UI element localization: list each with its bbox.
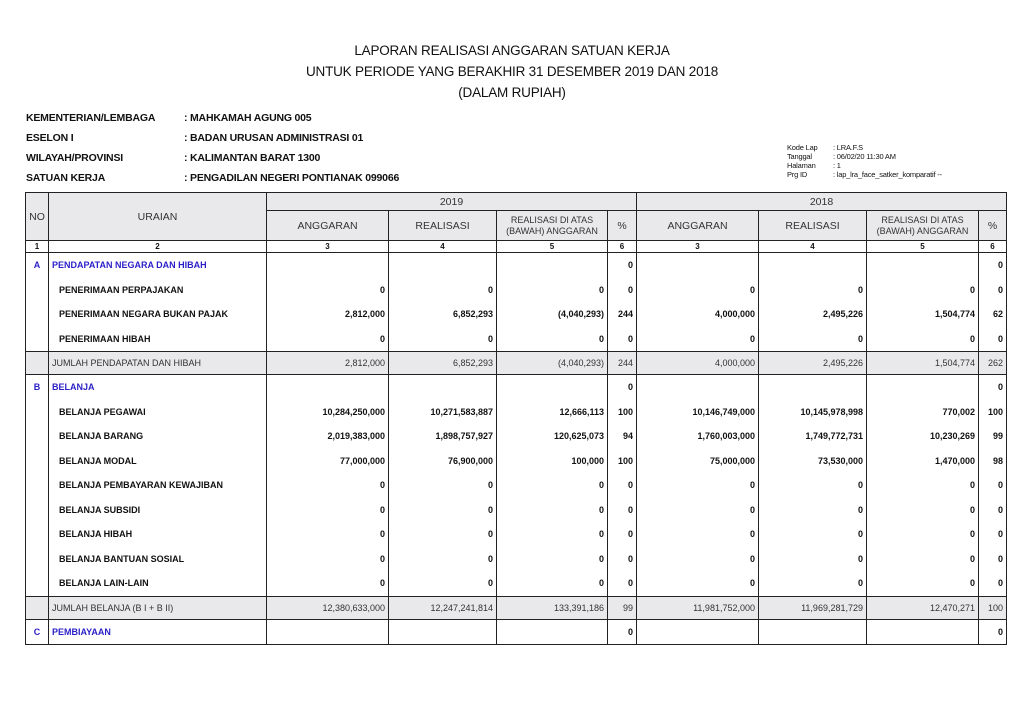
- header-anggaran-2018: ANGGARAN: [637, 211, 759, 241]
- cell-anggaran-2018: 4,000,000: [637, 302, 759, 327]
- cell-anggaran-2018: 10,146,749,000: [637, 400, 759, 425]
- row-label: PENERIMAAN PERPAJAKAN: [49, 278, 267, 303]
- cell-selisih-2018: 0: [867, 498, 979, 523]
- cell-realisasi-2018: 0: [759, 278, 867, 303]
- cell-realisasi-2018: [759, 253, 867, 278]
- cell-selisih-2019: [497, 253, 608, 278]
- cell-pct-2019: 0: [608, 278, 637, 303]
- row-code: A: [26, 253, 49, 278]
- cell-selisih-2019: [497, 619, 608, 645]
- side-label: Kode Lap: [787, 143, 818, 152]
- side-label: Prg ID: [787, 170, 808, 179]
- table-row: [26, 400, 1007, 425]
- cell-selisih-2019: (4,040,293): [497, 302, 608, 327]
- cell-anggaran-2019: 2,812,000: [267, 302, 389, 327]
- row-label: PENDAPATAN NEGARA DAN HIBAH: [49, 253, 267, 278]
- header-pct-2019: %: [608, 211, 637, 241]
- col-number: 6: [979, 241, 1007, 253]
- cell-anggaran-2019: 0: [267, 571, 389, 596]
- cell-realisasi-2018: 10,145,978,998: [759, 400, 867, 425]
- cell-selisih-2019: 0: [497, 547, 608, 572]
- cell-pct-2018: 0: [979, 619, 1007, 645]
- cell-pct-2019: 0: [608, 498, 637, 523]
- cell-selisih-2018: 0: [867, 327, 979, 352]
- cell-pct-2018: 0: [979, 522, 1007, 547]
- cell-selisih-2018: 10,230,269: [867, 424, 979, 449]
- cell-anggaran-2018: 0: [637, 473, 759, 498]
- meta-label: WILAYAH/PROVINSI: [26, 152, 123, 164]
- cell-selisih-2019: 0: [497, 473, 608, 498]
- cell-pct-2019: 0: [608, 253, 637, 278]
- cell-selisih-2018: 0: [867, 473, 979, 498]
- section-row: [26, 253, 1007, 278]
- cell-selisih-2018: 0: [867, 522, 979, 547]
- meta-label: KEMENTERIAN/LEMBAGA: [26, 112, 156, 124]
- cell-realisasi-2018: 0: [759, 547, 867, 572]
- cell-selisih-2018: 1,504,774: [867, 352, 979, 375]
- cell-anggaran-2018: 0: [637, 327, 759, 352]
- col-number: 3: [637, 241, 759, 253]
- cell-anggaran-2019: [267, 253, 389, 278]
- cell-realisasi-2019: 1,898,757,927: [389, 424, 497, 449]
- cell-pct-2019: 244: [608, 352, 637, 375]
- cell-realisasi-2019: 0: [389, 278, 497, 303]
- table-row: [26, 522, 1007, 547]
- row-label: BELANJA MODAL: [49, 449, 267, 474]
- total-row: [26, 352, 1007, 375]
- table-body: [26, 253, 1007, 645]
- cell-realisasi-2019: 6,852,293: [389, 352, 497, 375]
- cell-selisih-2018: [867, 619, 979, 645]
- cell-selisih-2019: 120,625,073: [497, 424, 608, 449]
- cell-realisasi-2019: 0: [389, 547, 497, 572]
- cell-pct-2019: 0: [608, 547, 637, 572]
- meta-label: SATUAN KERJA: [26, 172, 106, 184]
- cell-realisasi-2019: [389, 253, 497, 278]
- cell-pct-2018: 0: [979, 498, 1007, 523]
- report-period: UNTUK PERIODE YANG BERAKHIR 31 DESEMBER 2019 DAN 2018: [305, 64, 719, 79]
- meta-label: ESELON I: [26, 132, 74, 144]
- cell-realisasi-2019: 0: [389, 571, 497, 596]
- cell-pct-2018: 99: [979, 424, 1007, 449]
- col-number: 4: [389, 241, 497, 253]
- table-row: [26, 571, 1007, 596]
- report-currency: (DALAM RUPIAH): [458, 85, 566, 100]
- cell-pct-2018: 0: [979, 547, 1007, 572]
- header-realisasi-2018: REALISASI: [759, 211, 867, 241]
- cell-pct-2019: 0: [608, 473, 637, 498]
- cell-pct-2018: 98: [979, 449, 1007, 474]
- row-label: BELANJA BANTUAN SOSIAL: [49, 547, 267, 572]
- cell-selisih-2018: [867, 253, 979, 278]
- cell-anggaran-2019: 0: [267, 522, 389, 547]
- table-row: [26, 547, 1007, 572]
- side-row-prgid: [787, 170, 942, 179]
- header-anggaran-2019: ANGGARAN: [267, 211, 389, 241]
- meta-value: : PENGADILAN NEGERI PONTIANAK 099066: [184, 172, 400, 184]
- budget-realization-table: [25, 192, 1007, 645]
- cell-realisasi-2019: 12,247,241,814: [389, 596, 497, 619]
- cell-anggaran-2018: 0: [637, 571, 759, 596]
- row-label: BELANJA PEGAWAI: [49, 400, 267, 425]
- cell-realisasi-2018: 2,495,226: [759, 302, 867, 327]
- cell-pct-2019: 94: [608, 424, 637, 449]
- cell-anggaran-2019: 12,380,633,000: [267, 596, 389, 619]
- header-no: NO: [26, 193, 49, 241]
- cell-selisih-2019: 0: [497, 327, 608, 352]
- cell-pct-2018: 0: [979, 327, 1007, 352]
- cell-anggaran-2018: 0: [637, 278, 759, 303]
- cell-anggaran-2018: 11,981,752,000: [637, 596, 759, 619]
- cell-realisasi-2018: [759, 619, 867, 645]
- cell-realisasi-2018: 0: [759, 327, 867, 352]
- table-row: [26, 327, 1007, 352]
- cell-anggaran-2018: [637, 375, 759, 400]
- header-uraian: URAIAN: [49, 193, 267, 241]
- cell-anggaran-2019: 0: [267, 473, 389, 498]
- meta-row-kementerian: [26, 112, 399, 132]
- cell-pct-2019: 100: [608, 400, 637, 425]
- cell-anggaran-2018: 75,000,000: [637, 449, 759, 474]
- side-row-halaman: [787, 161, 942, 170]
- cell-selisih-2019: 12,666,113: [497, 400, 608, 425]
- cell-pct-2018: 0: [979, 253, 1007, 278]
- row-label: JUMLAH PENDAPATAN DAN HIBAH: [49, 352, 267, 375]
- cell-realisasi-2018: 0: [759, 473, 867, 498]
- side-row-kode: [787, 143, 942, 152]
- row-code: [26, 449, 49, 474]
- row-code: [26, 596, 49, 619]
- cell-pct-2019: 99: [608, 596, 637, 619]
- meta-row-wilayah: [26, 152, 399, 172]
- cell-realisasi-2019: [389, 619, 497, 645]
- row-label: BELANJA BARANG: [49, 424, 267, 449]
- row-code: [26, 473, 49, 498]
- cell-pct-2019: 0: [608, 375, 637, 400]
- cell-anggaran-2019: [267, 375, 389, 400]
- row-code: [26, 547, 49, 572]
- row-code: [26, 571, 49, 596]
- row-label: JUMLAH BELANJA (B I + B II): [49, 596, 267, 619]
- cell-realisasi-2019: 0: [389, 473, 497, 498]
- cell-anggaran-2019: 10,284,250,000: [267, 400, 389, 425]
- cell-anggaran-2018: 0: [637, 498, 759, 523]
- col-number: 5: [497, 241, 608, 253]
- header-year-2018: 2018: [637, 193, 1007, 211]
- cell-pct-2018: 0: [979, 375, 1007, 400]
- col-number: 5: [867, 241, 979, 253]
- cell-pct-2018: 100: [979, 400, 1007, 425]
- row-label: PENERIMAAN HIBAH: [49, 327, 267, 352]
- cell-selisih-2019: 0: [497, 522, 608, 547]
- cell-pct-2018: 0: [979, 473, 1007, 498]
- cell-realisasi-2019: 0: [389, 522, 497, 547]
- cell-realisasi-2018: 2,495,226: [759, 352, 867, 375]
- cell-selisih-2019: 0: [497, 278, 608, 303]
- cell-selisih-2018: 0: [867, 547, 979, 572]
- cell-selisih-2019: [497, 375, 608, 400]
- meta-value: : MAHKAMAH AGUNG 005: [184, 112, 312, 124]
- cell-anggaran-2018: [637, 619, 759, 645]
- cell-realisasi-2019: 10,271,583,887: [389, 400, 497, 425]
- cell-pct-2019: 0: [608, 619, 637, 645]
- cell-anggaran-2018: 1,760,003,000: [637, 424, 759, 449]
- meta-row-satker: [26, 172, 399, 192]
- cell-realisasi-2019: 6,852,293: [389, 302, 497, 327]
- row-code: C: [26, 619, 49, 645]
- cell-realisasi-2019: 76,900,000: [389, 449, 497, 474]
- row-code: [26, 498, 49, 523]
- cell-pct-2018: 0: [979, 278, 1007, 303]
- cell-pct-2018: 262: [979, 352, 1007, 375]
- row-code: [26, 352, 49, 375]
- cell-selisih-2018: 0: [867, 571, 979, 596]
- cell-selisih-2018: 1,504,774: [867, 302, 979, 327]
- cell-anggaran-2019: 0: [267, 278, 389, 303]
- cell-selisih-2018: 1,470,000: [867, 449, 979, 474]
- cell-anggaran-2018: 4,000,000: [637, 352, 759, 375]
- row-label: BELANJA SUBSIDI: [49, 498, 267, 523]
- row-label: BELANJA PEMBAYARAN KEWAJIBAN: [49, 473, 267, 498]
- row-code: [26, 278, 49, 303]
- row-label: PENERIMAAN NEGARA BUKAN PAJAK: [49, 302, 267, 327]
- cell-realisasi-2019: [389, 375, 497, 400]
- row-code: [26, 327, 49, 352]
- cell-realisasi-2018: [759, 375, 867, 400]
- row-label: BELANJA HIBAH: [49, 522, 267, 547]
- row-label: BELANJA LAIN-LAIN: [49, 571, 267, 596]
- cell-realisasi-2018: 0: [759, 498, 867, 523]
- col-number: 4: [759, 241, 867, 253]
- cell-pct-2019: 0: [608, 522, 637, 547]
- side-row-tanggal: [787, 152, 942, 161]
- side-value: : 06/02/20 11:30 AM: [833, 152, 896, 161]
- header-selisih-2019: REALISASI DI ATAS (BAWAH) ANGGARAN: [497, 211, 608, 241]
- cell-selisih-2019: (4,040,293): [497, 352, 608, 375]
- report-side-info: [787, 143, 942, 179]
- cell-anggaran-2019: 77,000,000: [267, 449, 389, 474]
- cell-selisih-2019: 0: [497, 498, 608, 523]
- side-value: : 1: [833, 161, 841, 170]
- header-pct-2018: %: [979, 211, 1007, 241]
- cell-anggaran-2019: [267, 619, 389, 645]
- section-row: [26, 619, 1007, 645]
- cell-selisih-2018: 12,470,271: [867, 596, 979, 619]
- cell-realisasi-2018: 11,969,281,729: [759, 596, 867, 619]
- row-code: [26, 522, 49, 547]
- table-row: [26, 498, 1007, 523]
- table-row: [26, 449, 1007, 474]
- table-row: [26, 302, 1007, 327]
- cell-realisasi-2018: 1,749,772,731: [759, 424, 867, 449]
- report-title: LAPORAN REALISASI ANGGARAN SATUAN KERJA: [354, 43, 670, 58]
- side-label: Halaman: [787, 161, 816, 170]
- cell-selisih-2019: 133,391,186: [497, 596, 608, 619]
- cell-pct-2019: 0: [608, 571, 637, 596]
- cell-selisih-2019: 100,000: [497, 449, 608, 474]
- cell-anggaran-2018: 0: [637, 547, 759, 572]
- row-code: [26, 400, 49, 425]
- row-label: PEMBIAYAAN: [49, 619, 267, 645]
- cell-realisasi-2019: 0: [389, 498, 497, 523]
- cell-pct-2018: 62: [979, 302, 1007, 327]
- header-year-2019: 2019: [267, 193, 637, 211]
- cell-realisasi-2018: 73,530,000: [759, 449, 867, 474]
- cell-selisih-2018: [867, 375, 979, 400]
- row-code: [26, 424, 49, 449]
- meta-row-eselon: [26, 132, 399, 152]
- cell-pct-2019: 100: [608, 449, 637, 474]
- col-number: 6: [608, 241, 637, 253]
- report-meta: [26, 112, 399, 192]
- side-label: Tanggal: [787, 152, 812, 161]
- cell-realisasi-2019: 0: [389, 327, 497, 352]
- cell-pct-2019: 0: [608, 327, 637, 352]
- cell-pct-2018: 100: [979, 596, 1007, 619]
- cell-anggaran-2018: [637, 253, 759, 278]
- cell-anggaran-2019: 0: [267, 327, 389, 352]
- cell-selisih-2018: 770,002: [867, 400, 979, 425]
- cell-realisasi-2018: 0: [759, 522, 867, 547]
- total-row: [26, 596, 1007, 619]
- side-value: : lap_lra_face_satker_komparatif --: [833, 170, 942, 179]
- col-number: 2: [49, 241, 267, 253]
- cell-anggaran-2019: 0: [267, 498, 389, 523]
- meta-value: : KALIMANTAN BARAT 1300: [184, 152, 321, 164]
- cell-selisih-2018: 0: [867, 278, 979, 303]
- header-realisasi-2019: REALISASI: [389, 211, 497, 241]
- section-row: [26, 375, 1007, 400]
- table-row: [26, 278, 1007, 303]
- cell-pct-2019: 244: [608, 302, 637, 327]
- cell-anggaran-2019: 2,019,383,000: [267, 424, 389, 449]
- cell-anggaran-2019: 2,812,000: [267, 352, 389, 375]
- cell-selisih-2019: 0: [497, 571, 608, 596]
- table-row: [26, 473, 1007, 498]
- cell-realisasi-2018: 0: [759, 571, 867, 596]
- side-value: : LRA.F.S: [833, 143, 863, 152]
- col-number: 3: [267, 241, 389, 253]
- row-label: BELANJA: [49, 375, 267, 400]
- cell-anggaran-2018: 0: [637, 522, 759, 547]
- table-row: [26, 424, 1007, 449]
- row-code: [26, 302, 49, 327]
- cell-pct-2018: 0: [979, 571, 1007, 596]
- cell-anggaran-2019: 0: [267, 547, 389, 572]
- col-number: 1: [26, 241, 49, 253]
- column-number-row: [26, 241, 1007, 253]
- row-code: B: [26, 375, 49, 400]
- header-selisih-2018: REALISASI DI ATAS (BAWAH) ANGGARAN: [867, 211, 979, 241]
- meta-value: : BADAN URUSAN ADMINISTRASI 01: [184, 132, 364, 144]
